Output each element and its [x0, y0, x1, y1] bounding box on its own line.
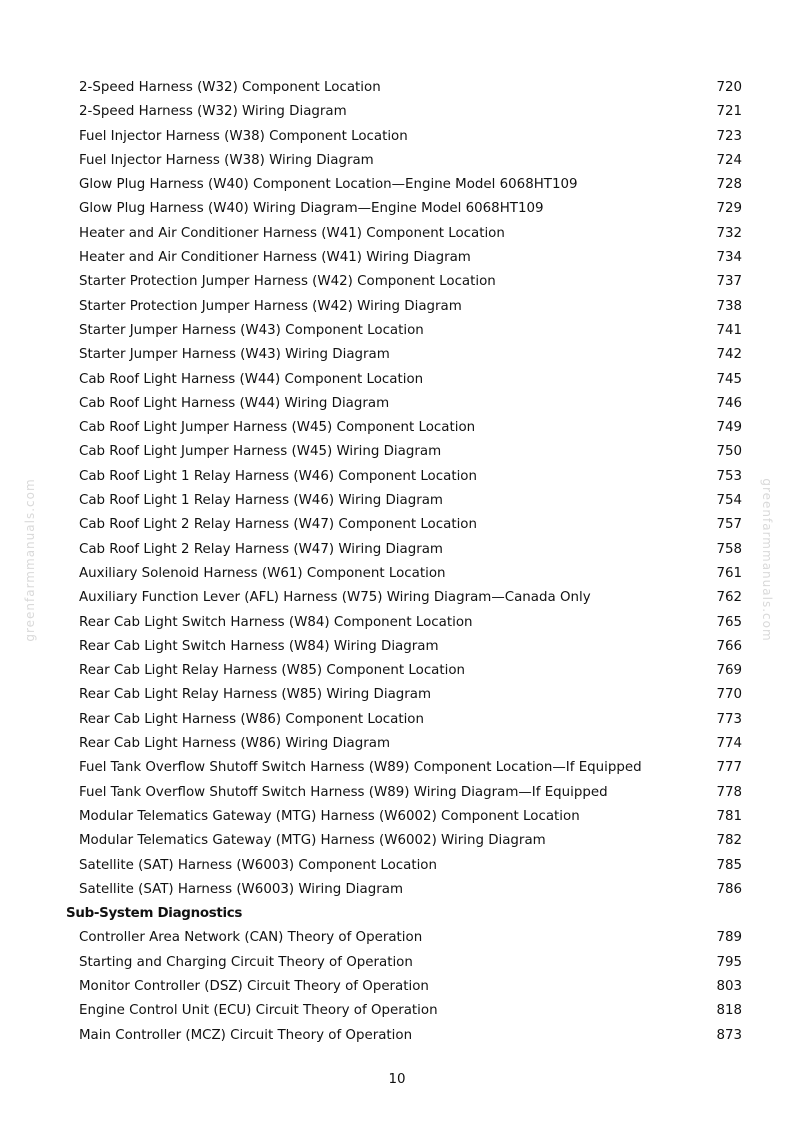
- toc-entry[interactable]: [0, 708, 794, 732]
- toc-entry-page: 785: [716, 857, 742, 873]
- toc-entry-title: Monitor Controller (DSZ) Circuit Theory of Operation: [79, 978, 429, 994]
- toc-entry[interactable]: [0, 246, 794, 270]
- toc-entry-title: Fuel Injector Harness (W38) Component Location: [79, 128, 408, 144]
- toc-entry[interactable]: [0, 100, 794, 124]
- toc-entry-page: 773: [716, 711, 742, 727]
- toc-entry-title: 2-Speed Harness (W32) Component Location: [79, 80, 381, 95]
- toc-entry-title: Fuel Tank Overflow Shutoff Switch Harness (W89) Wiring Diagram—If Equipped: [79, 784, 608, 800]
- toc-entry-title: Starter Protection Jumper Harness (W42) Component Location: [79, 274, 496, 290]
- watermark-right: greenfarmmanuals.com: [760, 478, 774, 642]
- toc-entry-title: Controller Area Network (CAN) Theory of Operation: [79, 930, 423, 946]
- toc-entry-page: 803: [716, 978, 742, 994]
- toc-entry-title: Auxiliary Function Lever (AFL) Harness (W75) Wiring Diagram—Canada Only: [79, 590, 591, 606]
- toc-entry[interactable]: [0, 756, 794, 780]
- section-heading: [0, 902, 794, 926]
- toc-entry[interactable]: [0, 392, 794, 416]
- toc-entry-title: Cab Roof Light 2 Relay Harness (W47) Wiring Diagram: [79, 541, 443, 557]
- toc-entry-title: Cab Roof Light Jumper Harness (W45) Wiring Diagram: [79, 444, 442, 460]
- toc-entry-title: Cab Roof Light 1 Relay Harness (W46) Wiring Diagram: [79, 493, 443, 509]
- toc-entry-title: Modular Telematics Gateway (MTG) Harness (W6002) Wiring Diagram: [79, 833, 546, 849]
- toc-entry[interactable]: [0, 76, 794, 100]
- toc-entry-page: 734: [716, 250, 742, 266]
- toc-entry-title: Heater and Air Conditioner Harness (W41) Component Location: [79, 225, 505, 241]
- toc-entry-title: Cab Roof Light 2 Relay Harness (W47) Component Location: [79, 517, 477, 533]
- toc-entry-title: Starter Protection Jumper Harness (W42) Wiring Diagram: [79, 298, 462, 314]
- toc-entry-page: 745: [716, 371, 742, 387]
- toc-entry-title: Starter Jumper Harness (W43) Component Location: [79, 322, 424, 338]
- watermark-left: greenfarmmanuals.com: [23, 478, 37, 642]
- toc-entry-page: 761: [716, 565, 742, 581]
- toc-entry[interactable]: [0, 222, 794, 246]
- toc-entry-page: 789: [716, 930, 742, 946]
- toc-entry-page: 765: [716, 614, 742, 630]
- toc-entry-page: 753: [716, 468, 742, 484]
- toc-entry-page: 758: [716, 541, 742, 557]
- toc-entry-page: 762: [716, 590, 742, 606]
- section-heading-label: Sub-System Diagnostics: [66, 906, 243, 922]
- toc-entry[interactable]: [0, 659, 794, 683]
- toc-entry[interactable]: [0, 513, 794, 537]
- toc-entry-title: Glow Plug Harness (W40) Wiring Diagram—Engine Model 6068HT109: [79, 201, 544, 217]
- toc-entry-title: Rear Cab Light Switch Harness (W84) Component Location: [79, 614, 473, 630]
- toc-entry-title: Starting and Charging Circuit Theory of Operation: [79, 954, 413, 970]
- toc-entry[interactable]: [0, 295, 794, 319]
- toc-entry-page: 781: [716, 808, 742, 824]
- toc-entry-title: Heater and Air Conditioner Harness (W41) Wiring Diagram: [79, 250, 471, 266]
- toc-entry-page: 754: [716, 493, 742, 509]
- toc-entry[interactable]: [0, 611, 794, 635]
- page-number: 10: [388, 1072, 406, 1087]
- toc-entry-title: Fuel Tank Overflow Shutoff Switch Harness (W89) Component Location—If Equipped: [79, 760, 642, 776]
- toc-entry-page: 769: [716, 663, 742, 679]
- toc-entry-page: 757: [716, 517, 742, 533]
- toc-entry[interactable]: [0, 829, 794, 853]
- toc-entry[interactable]: [0, 562, 794, 586]
- toc-entry-title: Satellite (SAT) Harness (W6003) Wiring Diagram: [79, 881, 403, 897]
- toc-entry[interactable]: [0, 125, 794, 149]
- toc-entry-title: Rear Cab Light Relay Harness (W85) Component Location: [79, 663, 466, 679]
- toc-entry-page: 750: [716, 444, 742, 460]
- toc-entry[interactable]: [0, 683, 794, 707]
- toc-entry[interactable]: [0, 173, 794, 197]
- toc-entry-title: Cab Roof Light Harness (W44) Wiring Diagram: [79, 395, 390, 411]
- toc-entry[interactable]: [0, 368, 794, 392]
- toc-entry-title: Rear Cab Light Harness (W86) Wiring Diagram: [79, 736, 390, 752]
- toc-entry[interactable]: [0, 781, 794, 805]
- toc-entry-page: 741: [716, 322, 742, 338]
- toc-entry-page: 770: [716, 687, 742, 703]
- toc-entry-page: 749: [716, 420, 742, 436]
- toc-entry-title: Glow Plug Harness (W40) Component Location—Engine Model 6068HT109: [79, 177, 578, 193]
- toc-entry[interactable]: [0, 732, 794, 756]
- toc-entry[interactable]: [0, 805, 794, 829]
- toc-entry-page: 873: [716, 1027, 742, 1043]
- toc-group-sub-system-diagnostics: [0, 926, 794, 1047]
- toc-entry[interactable]: [0, 854, 794, 878]
- toc-entry-page: 742: [716, 347, 742, 363]
- toc-entry[interactable]: [0, 999, 794, 1023]
- toc-entry[interactable]: [0, 1024, 794, 1048]
- toc-entry-title: Auxiliary Solenoid Harness (W61) Component Location: [79, 565, 446, 581]
- toc-entry[interactable]: [0, 465, 794, 489]
- toc-entry[interactable]: [0, 975, 794, 999]
- toc-entry-title: Satellite (SAT) Harness (W6003) Component Location: [79, 857, 437, 873]
- toc-entry-page: 738: [716, 298, 742, 314]
- toc-entry[interactable]: [0, 489, 794, 513]
- toc-entry-page: 778: [716, 784, 742, 800]
- toc-entry-page: 818: [716, 1003, 742, 1019]
- toc-entry[interactable]: [0, 197, 794, 221]
- toc-entry[interactable]: [0, 538, 794, 562]
- toc-entry-title: Cab Roof Light 1 Relay Harness (W46) Component Location: [79, 468, 477, 484]
- toc-entry[interactable]: [0, 878, 794, 902]
- toc-entry-page: 724: [716, 152, 742, 168]
- toc-entry-page: 782: [716, 833, 742, 849]
- toc-group-harnesses: [0, 76, 794, 902]
- table-of-contents: [0, 76, 794, 1048]
- toc-entry[interactable]: [0, 926, 794, 950]
- toc-entry-page: 728: [716, 177, 742, 193]
- toc-entry[interactable]: [0, 440, 794, 464]
- toc-entry-title: Cab Roof Light Jumper Harness (W45) Component Location: [79, 420, 476, 436]
- toc-entry-title: Starter Jumper Harness (W43) Wiring Diagram: [79, 347, 390, 363]
- toc-entry-page: 720: [716, 80, 742, 95]
- toc-entry[interactable]: [0, 416, 794, 440]
- toc-entry[interactable]: [0, 635, 794, 659]
- toc-entry-page: 737: [716, 274, 742, 290]
- toc-entry-title: Rear Cab Light Harness (W86) Component Location: [79, 711, 424, 727]
- toc-entry-page: 723: [716, 128, 742, 144]
- toc-entry-page: 777: [716, 760, 742, 776]
- toc-entry-title: Engine Control Unit (ECU) Circuit Theory of Operation: [79, 1003, 438, 1019]
- toc-entry[interactable]: [0, 319, 794, 343]
- toc-entry-title: Modular Telematics Gateway (MTG) Harness (W6002) Component Location: [79, 808, 580, 824]
- toc-entry-title: Rear Cab Light Switch Harness (W84) Wiring Diagram: [79, 638, 439, 654]
- toc-entry[interactable]: [0, 270, 794, 294]
- toc-entry[interactable]: [0, 343, 794, 367]
- toc-entry-title: Cab Roof Light Harness (W44) Component Location: [79, 371, 424, 387]
- toc-entry-title: Rear Cab Light Relay Harness (W85) Wiring Diagram: [79, 687, 432, 703]
- toc-entry[interactable]: [0, 586, 794, 610]
- toc-entry-page: 729: [716, 201, 742, 217]
- toc-entry-page: 746: [716, 395, 742, 411]
- toc-entry-page: 786: [716, 881, 742, 897]
- toc-entry[interactable]: [0, 951, 794, 975]
- toc-entry-page: 774: [716, 736, 742, 752]
- toc-entry-page: 721: [716, 104, 742, 120]
- toc-entry-title: 2-Speed Harness (W32) Wiring Diagram: [79, 104, 347, 120]
- toc-entry-page: 795: [716, 954, 742, 970]
- toc-entry-page: 732: [716, 225, 742, 241]
- toc-entry[interactable]: [0, 149, 794, 173]
- toc-entry-page: 766: [716, 638, 742, 654]
- toc-entry-title: Main Controller (MCZ) Circuit Theory of Operation: [79, 1027, 413, 1043]
- toc-entry-title: Fuel Injector Harness (W38) Wiring Diagram: [79, 152, 374, 168]
